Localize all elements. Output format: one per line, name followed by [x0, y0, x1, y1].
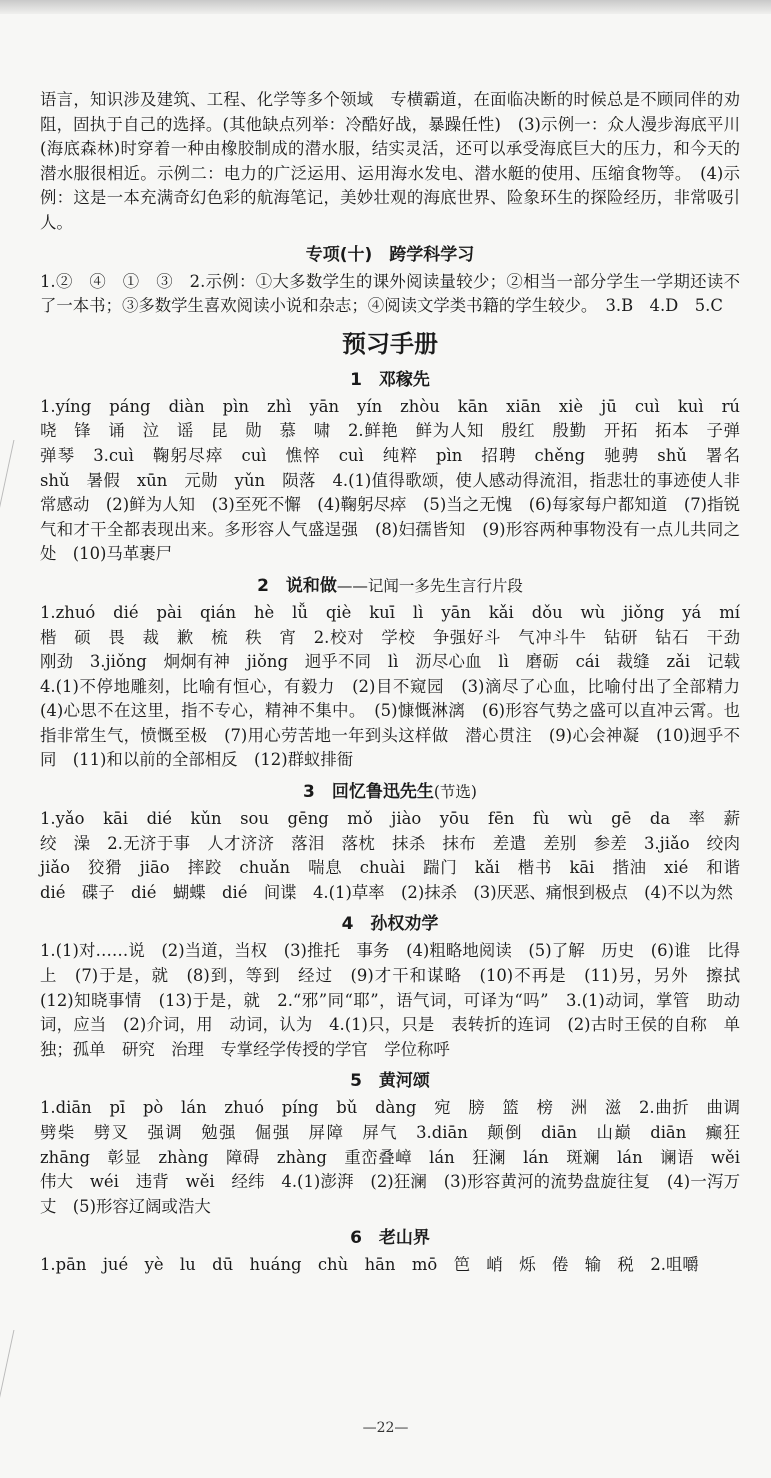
lesson-paragraph: 1.diān pī pò lán zhuó píng bǔ dàng 宛 膀 篮 榜 洲 滋 2.曲折 曲调 劈柴 劈叉 强调 勉强 倔强 屏障 屏气 3.diān 颠倒 diān 山巅 diān 癫狂 zhāng 彰显 zhàng 障碍 zhàng 重峦叠嶂 lán 狂澜 lán 斑斓 lán 谰语 wěi 伟大 wéi 违背 wěi 经纬 4.(1)澎湃 (2)狂澜 (3)形容黄河的流势盘旋往复 (4)一泻万丈 (5)形容辽阔或浩大: [40, 1098, 757, 1216]
lesson-heading: 2 说和做——记闻一多先生言行片段: [257, 575, 523, 596]
lesson-paragraph: 1.pān jué yè lu dū huáng chù hān mō 笆 峭 烁 倦 输 税 2.咀嚼: [40, 1255, 699, 1275]
margin-pencil-mark: [0, 440, 28, 510]
lesson-heading: 6 老山界: [350, 1228, 430, 1249]
intro-paragraph: 语言，知识涉及建筑、工程、化学等多个领域 专横霸道，在面临决断的时候总是不顾同伴的劝阻，固执于自己的选择。(其他缺点列举：冷酷好战，暴躁任性) (3)示例一：众人漫步海底平川(海底森林)时穿着一种由橡胶制成的潜水服，结实灵活，还可以承受海底巨大的压力，和今天的潜水服很相近。示例二：电力的广泛运用、运用海水发电、潜水艇的使用、压缩食物等。 (4)示例：这是一本充满奇幻色彩的航海笔记，美妙壮观的海底世界、险象环生的探险经历，非常吸引人。: [40, 90, 740, 232]
section-title: 预习手册: [342, 329, 438, 358]
lesson-paragraph: 1.(1)对……说 (2)当道，当权 (3)推托 事务 (4)粗略地阅读 (5)了解 历史 (6)谁 比得上 (7)于是，就 (8)到，等到 经过 (9)才干和谋略 (10)不再是 (11)另，另外 擦拭 (12)知晓事情 (13)于是，就 2.“邪”同“耶”，语气词，可译为“吗” 3.(1)动词，掌管 助动词，应当 (2)介词，用 动词，认为 4.(1)只，只是 表转折的连词 (2)古时王侯的自称 单独；孤单 研究 治理 专掌经学传授的学官 学位称呼: [40, 941, 757, 1059]
lesson-heading: 1 邓稼先: [350, 369, 430, 390]
lesson-paragraph: 1.yíng páng diàn pìn zhì yān yín zhòu kān xiān xiè jū cuì kuì rú 哓 锋 诵 泣 谣 昆 勋 慕 啸 2.鲜艳 鲜为人知 殷红 殷勤 开拓 拓本 子弹 弹琴 3.cuì 鞠躬尽瘁 cuì 憔悴 cuì 纯粹 pìn 招聘 chěng 驰骋 shǔ 署名 shǔ 暑假 xūn 元勋 yǔn 陨落 4.(1)值得歌颂，使人感动得流泪，指悲壮的事迹使人非常感动 (2)鲜为人知 (3)至死不懈 (4)鞠躬尽瘁 (5)当之无愧 (6)每家每户都知道 (7)指锐气和才干全都表现出来。多形容人气盛逞强 (8)妇孺皆知 (9)形容两种事物没有一点儿共同之处 (10)马革裹尸: [40, 396, 757, 564]
page-number: —22—: [362, 1420, 409, 1436]
lesson-subtitle: ——记闻一多先生言行片段: [336, 576, 523, 595]
special-heading: 专项(十) 跨学科学习: [305, 244, 475, 265]
lesson-paragraph: 1.zhuó dié pài qián hè lǚ qiè kuī lì yān kǎi dǒu wù jiǒng yá mí 楷 硕 畏 裁 歉 梳 秩 宵 2.校对 学校 争强好斗 气冲斗牛 钻研 钻石 干劲 刚劲 3.jiǒng 炯炯有神 jiǒng 迥乎不同 lì 沥尽心血 lì 磨砺 cái 裁缝 zǎi 记载 4.(1)不停地雕刻，比喻有恒心，有毅力 (2)目不窥园 (3)滴尽了心血，比喻付出了全部精力 (4)心思不在这里，指不专心，精神不集中。 (5)慷慨淋漓 (6)形容气势之盛可以直冲云霄。也指非常生气，愤慨至极 (7)用心劳苦地一年到头这样做 潜心贯注 (9)心会神凝 (10)迥乎不同 (11)和以前的全部相反 (12)群蚁排衙: [40, 602, 757, 770]
lesson-heading: 4 孙权劝学: [341, 914, 439, 935]
special-paragraph: 1.② ④ ① ③ 2.示例：①大多数学生的课外阅读量较少；②相当一部分学生一学期还读不了一本书；③多数学生喜欢阅读小说和杂志；④阅读文学类书籍的学生较少。 3.B 4.D 5.C: [40, 271, 740, 316]
lesson-heading: 3 回忆鲁迅先生(节选): [303, 782, 477, 803]
scan-top-edge: [0, 0, 771, 14]
lesson-paragraph: 1.yǎo kāi dié kǔn sou gēng mǒ jiào yōu fēn fù wù gē da 率 薪 绞 澡 2.无济于事 人才济济 落泪 落枕 抹杀 抹布 差遣 差别 参差 3.jiǎo 绞肉 jiǎo 狡猾 jiāo 摔跤 chuǎn 喘息 chuài 踹门 kǎi 楷书 kāi 揩油 xié 和谐 dié 碟子 dié 蝴蝶 dié 间谍 4.(1)草率 (2)抹杀 (3)厌恶、痛恨到极点 (4)不以为然: [40, 809, 757, 902]
answer-page: [40, 88, 757, 1278]
lesson-subtitle: (节选): [433, 783, 477, 802]
margin-pencil-mark: [0, 1330, 28, 1400]
lesson-heading: 5 黄河颂: [350, 1071, 430, 1092]
